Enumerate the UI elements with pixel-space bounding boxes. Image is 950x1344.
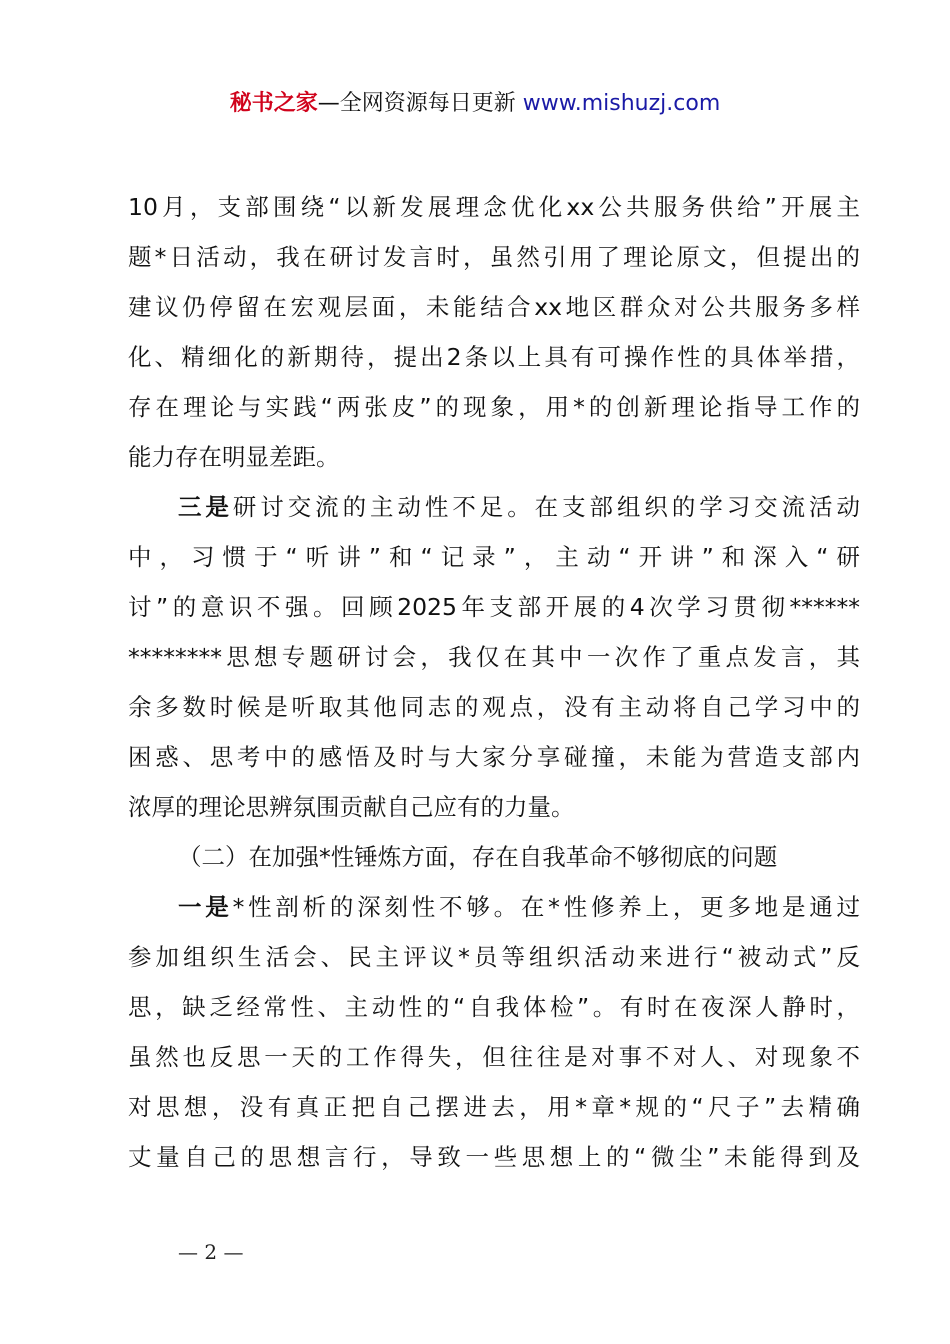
text-line: 虽然也反思一天的工作得失，但往往是对事不对人、对现象不: [128, 1043, 860, 1071]
text-span: *性剖析的深刻性不够。在*性修养上，更多地是通过: [232, 893, 861, 921]
text-line: 对思想，没有真正把自己摆进去，用*章*规的“尺子”去精确: [128, 1093, 860, 1121]
paragraph-start-three: [128, 482, 860, 532]
text-line: 10月，支部围绕“以新发展理念优化xx公共服务供给”开展主: [128, 193, 860, 221]
text-line: 困惑、思考中的感悟及时与大家分享碰撞，未能为营造支部内: [128, 743, 860, 771]
paragraph-lead: 一是: [178, 893, 233, 921]
paragraph-lead: 三是: [178, 493, 233, 521]
text-line: 讨”的意识不强。回顾2025年支部开展的4次学习贯彻******: [128, 593, 860, 621]
text-line: 浓厚的理论思辨氛围贡献自己应有的力量。: [128, 793, 575, 821]
brand-name: 秘书之家: [229, 91, 318, 116]
text-line: 思，缺乏经常性、主动性的“自我体检”。有时在夜深人静时，: [128, 993, 860, 1021]
section-heading: （二）在加强*性锤炼方面，存在自我革命不够彻底的问题: [178, 843, 778, 871]
site-header: [0, 88, 950, 120]
text-line: 参加组织生活会、民主评议*员等组织活动来进行“被动式”反: [128, 943, 860, 971]
text-line: 存在理论与实践“两张皮”的现象，用*的创新理论指导工作的: [128, 393, 860, 421]
paragraph-start-one: [128, 882, 860, 932]
text-line: 能力存在明显差距。: [128, 443, 340, 471]
text-line: 丈量自己的思想言行，导致一些思想上的“微尘”未能得到及: [128, 1143, 860, 1171]
site-url-link[interactable]: www.mishuzj.com: [522, 91, 721, 116]
text-line: 中，习惯于“听讲”和“记录”，主动“开讲”和深入“研: [128, 543, 860, 571]
text-line: ********思想专题研讨会，我仅在其中一次作了重点发言，其: [128, 643, 860, 671]
text-line: 建议仍停留在宏观层面，未能结合xx地区群众对公共服务多样: [128, 293, 860, 321]
text-line: 化、精细化的新期待，提出2条以上具有可操作性的具体举措，: [128, 343, 860, 371]
text-line: 余多数时候是听取其他同志的观点，没有主动将自己学习中的: [128, 693, 860, 721]
document-body: [128, 182, 860, 1182]
header-tagline: —全网资源每日更新: [317, 91, 516, 116]
text-line: 题*日活动，我在研讨发言时，虽然引用了理论原文，但提出的: [128, 243, 860, 271]
page-number: — 2 —: [178, 1240, 244, 1264]
text-span: 研讨交流的主动性不足。在支部组织的学习交流活动: [232, 493, 860, 521]
